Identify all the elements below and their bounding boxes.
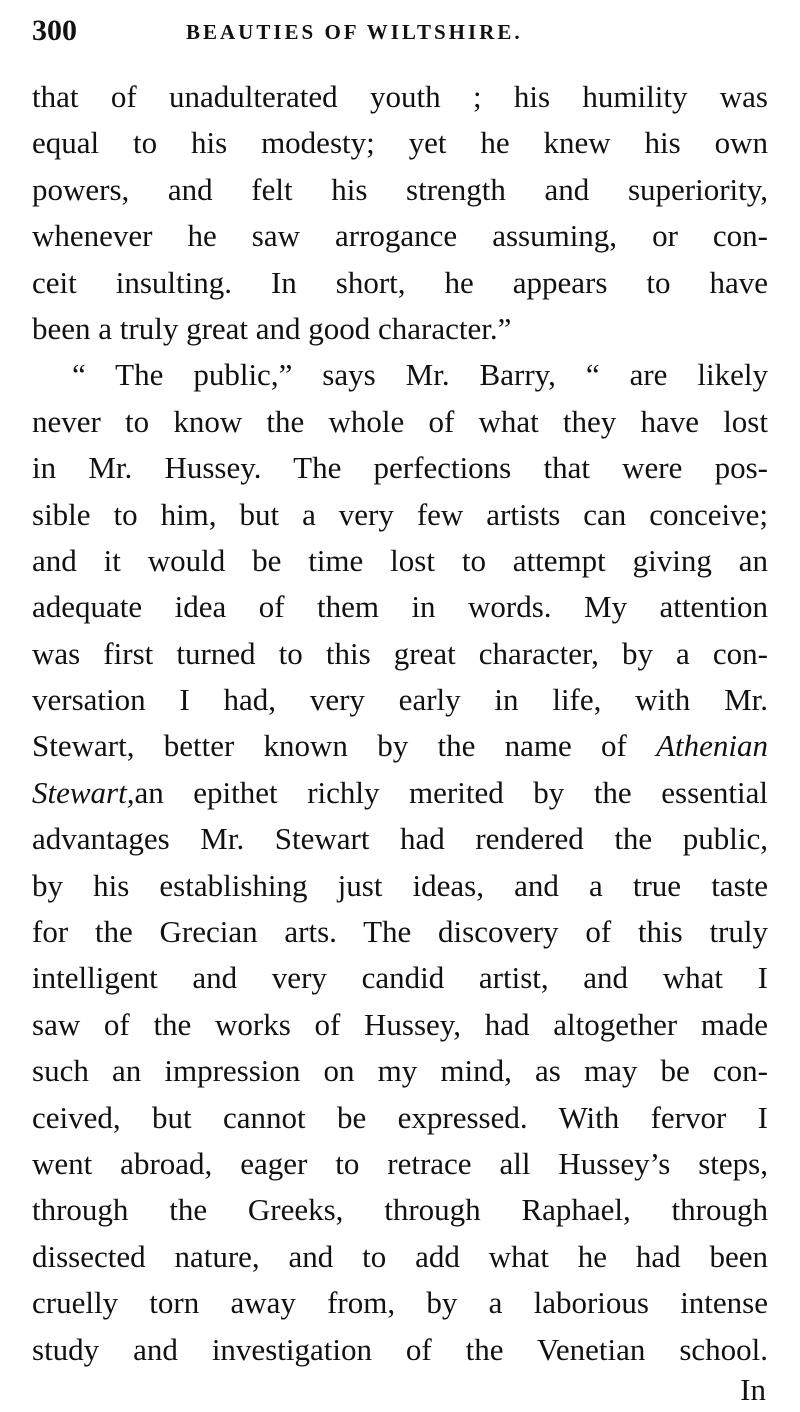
text-line: by his establishing just ideas, and a true taste [32, 867, 768, 903]
text-line: such an impression on my mind, as may be con- [32, 1053, 768, 1089]
text-line: cruelly torn away from, by a laborious intense [32, 1285, 768, 1321]
text-line: that of unadulterated youth ; his humility was [32, 79, 768, 114]
text-line: for the Grecian arts. The discovery of this truly [32, 914, 768, 950]
text-line: never to know the whole of what they have lost [32, 403, 768, 439]
text-line: intelligent and very candid artist, and what I [32, 960, 768, 996]
text-line: whenever he saw arrogance assuming, or con- [32, 218, 768, 254]
text-line: study and investigation of the Venetian school. [32, 1331, 768, 1367]
text-line: adequate idea of them in words. My attention [32, 589, 768, 625]
text-line: equal to his modesty; yet he knew his own [32, 125, 768, 161]
text-segment: an epithet richly merited by the essential [134, 774, 768, 810]
text-line: was first turned to this great character, by a con- [32, 635, 768, 671]
catchword: In [740, 1372, 766, 1407]
text-line: dissected nature, and to add what he had been [32, 1238, 768, 1274]
text-line: “ The public,” says Mr. Barry, “ are likely [72, 357, 768, 393]
page-number: 300 [32, 14, 77, 47]
text-line: ceit insulting. In short, he appears to have [32, 264, 768, 300]
text-line: and it would be time lost to attempt giving an [32, 542, 768, 578]
text-line: powers, and felt his strength and superiority, [32, 171, 768, 207]
italic-word: Stewart, [32, 774, 135, 810]
text-line: saw of the works of Hussey, had altogether made [32, 1006, 768, 1042]
body-text [32, 74, 768, 1373]
text-line: went abroad, eager to retrace all Hussey’s steps, [32, 1145, 768, 1181]
text-line: through the Greeks, through Raphael, through [32, 1192, 768, 1228]
text-line: in Mr. Hussey. The perfections that were pos- [32, 450, 768, 486]
text-line: sible to him, but a very few artists can conceive; [32, 496, 768, 532]
text-line: been a truly great and good character.” [32, 310, 512, 346]
running-head: BEAUTIES OF WILTSHIRE. [186, 20, 523, 44]
text-line: ceived, but cannot be expressed. With fervor I [32, 1099, 768, 1135]
text-line [32, 723, 768, 769]
italic-word: Athenian [656, 728, 768, 764]
text-segment: Stewart, better known by the name of [32, 728, 627, 764]
text-line: advantages Mr. Stewart had rendered the public, [32, 821, 768, 857]
text-line: versation I had, very early in life, with Mr. [32, 682, 768, 718]
text-line [32, 770, 768, 816]
